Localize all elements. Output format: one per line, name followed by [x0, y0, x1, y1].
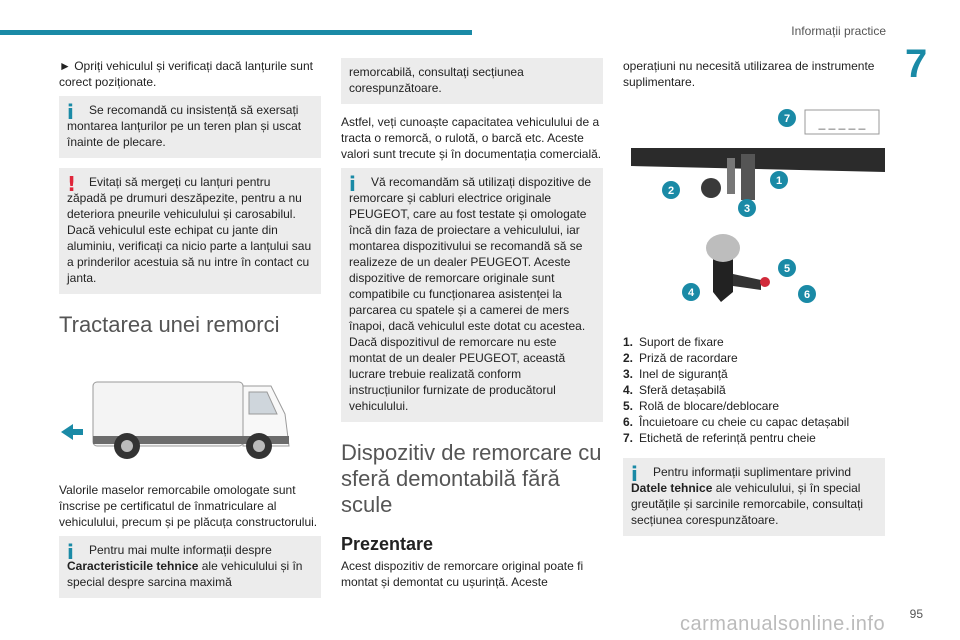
paragraph: operațiuni nu necesită utilizarea de instrumente suplimentare.: [623, 59, 875, 89]
list-item: 5. Rolă de blocare/deblocare: [623, 399, 780, 413]
info-text: remorcabilă, consultați secțiunea corespunzătoare.: [349, 65, 524, 95]
parts-list: [623, 334, 885, 446]
svg-text:4: 4: [687, 287, 695, 299]
paragraph: Valorile maselor remorcabile omologate sunt înscrise pe certificatul de înmatriculare al vehiculului, precum și pe plăcuța constructorului.: [59, 483, 318, 529]
warning-icon: !: [67, 172, 77, 196]
svg-text:7: 7: [783, 113, 791, 125]
info-icon: i: [631, 462, 638, 486]
column-2: [341, 58, 603, 596]
info-text: Se recomandă cu insistență să exersați montarea lanțurilor pe un teren plan și uscat înainte de plecare.: [67, 103, 302, 149]
header-accent-bar: [0, 30, 472, 35]
paragraph: Acest dispozitiv de remorcare original poate fi montat și demontat cu ușurință. Aceste: [341, 559, 584, 589]
info-text: ale vehiculului și în special despre sarcina maximă: [67, 559, 303, 589]
van-illustration: [59, 356, 321, 466]
tow-hitch-diagram: [623, 106, 885, 316]
svg-text:5: 5: [783, 263, 791, 275]
column-3: [623, 58, 885, 546]
tow-arrow-icon: [61, 424, 83, 440]
list-item: 4. Sferă detașabilă: [623, 383, 726, 397]
watermark: carmanualsonline.info: [680, 613, 886, 635]
callout-1: [770, 171, 788, 189]
info-box: [623, 458, 885, 536]
info-box: [59, 536, 321, 598]
list-item: 3. Inel de siguranță: [623, 367, 728, 381]
info-box: [59, 96, 321, 158]
list-item: 2. Priză de racordare: [623, 351, 738, 365]
info-link-term: Caracteristicile tehnice: [67, 559, 199, 573]
info-icon: i: [67, 100, 74, 124]
paragraph: ► Opriți vehiculul și verificați dacă lanțurile sunt corect poziționate.: [59, 59, 313, 89]
paragraph: Astfel, veți cunoaște capacitatea vehiculului de a tracta o remorcă, o rulotă, o barcă etc. Aceste valori sunt trecute și în documentația comercială.: [341, 115, 602, 161]
callout-6: [798, 285, 816, 303]
callout-3: [738, 199, 756, 217]
info-text: Vă recomandăm să utilizați dispozitive de remorcare și cabluri electrice originale PEUGEOT, care au fost testate și omologate încă din faza de proiectare a vehiculului, iar montarea dispozitivului se recomandă să se realizeze de un dealer PEUGEOT. Aceste dispozitive de remorcare originale sunt compatibile cu funcționarea asistenței la parcarea cu spatele și a camerei de mers înapoi, dacă vehiculul este dotat cu acestea. Dacă dispozitivul de remorcare nu este montat de un dealer PEUGEOT, această lucrare trebuie realizată conform instrucțiunilor furnizate de producătorul vehiculului.: [349, 175, 592, 413]
section-title: Dispozitiv de remorcare cu sferă demontabilă fără scule: [341, 440, 602, 517]
warning-text: Evitați să mergeți cu lanțuri pentru zăpadă pe drumuri deszăpezite, pentru a nu deteriora pneurile vehiculului și carosabilul. Dacă vehiculul este echipat cu jante din aluminiu, verificați ca nicio parte a lanțului sau a prinderilor acestuia să nu intre în contact cu janta.: [67, 175, 312, 285]
callout-2: [662, 181, 680, 199]
callout-4: [682, 283, 700, 301]
section-title: Tractarea unei remorci: [59, 312, 280, 337]
warning-box: [59, 168, 321, 294]
page-number: 95: [909, 607, 923, 621]
svg-text:3: 3: [743, 203, 751, 215]
info-box-continued: [341, 58, 603, 104]
callout-5: [778, 259, 796, 277]
info-box: [341, 168, 603, 422]
list-item: 6. Încuietoare cu cheie cu capac detașabil: [623, 415, 850, 429]
header-title: Informații practice: [791, 24, 886, 38]
svg-text:6: 6: [803, 289, 811, 301]
svg-text:2: 2: [667, 185, 675, 197]
list-item: 7. Etichetă de referință pentru cheie: [623, 431, 816, 445]
list-item: 1. Suport de fixare: [623, 335, 724, 349]
callout-7: [778, 109, 796, 127]
label-placeholder: _ _ _ _ _: [818, 116, 866, 130]
column-1: [59, 58, 321, 608]
info-text: Pentru mai multe informații despre: [89, 543, 272, 557]
info-icon: i: [349, 172, 356, 196]
info-link-term: Datele tehnice: [631, 481, 713, 495]
info-text: Pentru informații suplimentare privind: [653, 465, 852, 479]
svg-text:1: 1: [775, 175, 783, 187]
chapter-number: 7: [905, 42, 928, 86]
subsection-title: Prezentare: [341, 534, 434, 554]
info-icon: i: [67, 540, 74, 564]
info-text: ale vehiculului, și în special greutățile și sarcinile remorcabile, consultați secțiunea corespunzătoare.: [631, 481, 864, 527]
